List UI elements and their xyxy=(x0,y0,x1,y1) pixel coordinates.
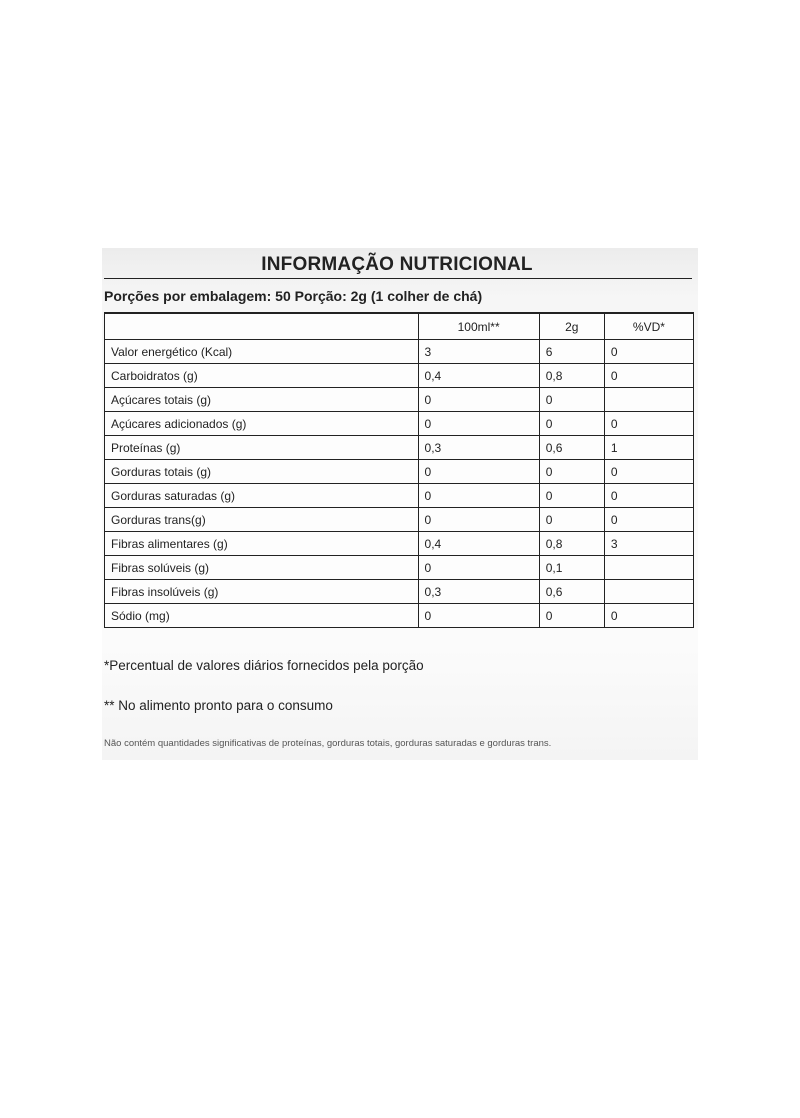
table-row xyxy=(105,556,694,580)
table-row xyxy=(105,532,694,556)
value-portion: 0,6 xyxy=(539,580,604,604)
table-row xyxy=(105,460,694,484)
value-vd: 0 xyxy=(604,484,693,508)
value-100ml: 0 xyxy=(418,508,539,532)
value-vd: 0 xyxy=(604,364,693,388)
value-portion: 0,8 xyxy=(539,532,604,556)
title-divider xyxy=(104,278,692,279)
value-100ml: 0 xyxy=(418,556,539,580)
table-row xyxy=(105,340,694,364)
nutrient-name: Fibras alimentares (g) xyxy=(105,532,419,556)
ready-to-eat-footnote: ** No alimento pronto para o consumo xyxy=(104,698,333,713)
nutrition-table xyxy=(104,312,694,628)
nutrient-name: Açúcares totais (g) xyxy=(105,388,419,412)
value-vd xyxy=(604,556,693,580)
value-vd: 0 xyxy=(604,340,693,364)
table-row xyxy=(105,364,694,388)
value-vd: 0 xyxy=(604,508,693,532)
value-100ml: 0 xyxy=(418,412,539,436)
nutrient-name: Gorduras saturadas (g) xyxy=(105,484,419,508)
nutrient-name: Fibras insolúveis (g) xyxy=(105,580,419,604)
value-100ml: 0,3 xyxy=(418,580,539,604)
table-row xyxy=(105,436,694,460)
nutrition-label xyxy=(102,248,698,760)
disclaimer-text: Não contém quantidades significativas de proteínas, gorduras totais, gorduras saturadas e gorduras trans. xyxy=(104,738,552,749)
table-row xyxy=(105,580,694,604)
value-vd: 1 xyxy=(604,436,693,460)
value-vd: 0 xyxy=(604,412,693,436)
value-100ml: 0 xyxy=(418,604,539,628)
value-portion: 0 xyxy=(539,604,604,628)
value-100ml: 0,4 xyxy=(418,364,539,388)
value-vd: 3 xyxy=(604,532,693,556)
nutrient-name: Proteínas (g) xyxy=(105,436,419,460)
table-row xyxy=(105,484,694,508)
value-vd xyxy=(604,388,693,412)
nutrient-name: Carboidratos (g) xyxy=(105,364,419,388)
value-100ml: 0,3 xyxy=(418,436,539,460)
header-nutrient xyxy=(105,313,419,340)
value-portion: 6 xyxy=(539,340,604,364)
value-portion: 0 xyxy=(539,484,604,508)
value-100ml: 0 xyxy=(418,484,539,508)
value-100ml: 3 xyxy=(418,340,539,364)
nutrient-name: Gorduras trans(g) xyxy=(105,508,419,532)
value-portion: 0 xyxy=(539,460,604,484)
label-title: INFORMAÇÃO NUTRICIONAL xyxy=(261,254,533,275)
table-row xyxy=(105,412,694,436)
value-portion: 0,6 xyxy=(539,436,604,460)
value-portion: 0 xyxy=(539,388,604,412)
value-portion: 0 xyxy=(539,412,604,436)
value-portion: 0 xyxy=(539,508,604,532)
value-vd: 0 xyxy=(604,604,693,628)
value-100ml: 0 xyxy=(418,388,539,412)
header-daily-value: %VD* xyxy=(604,313,693,340)
portions-info: Porções por embalagem: 50 Porção: 2g (1 colher de chá) xyxy=(104,288,483,304)
value-vd xyxy=(604,580,693,604)
value-portion: 0,1 xyxy=(539,556,604,580)
value-100ml: 0,4 xyxy=(418,532,539,556)
table-row xyxy=(105,388,694,412)
value-portion: 0,8 xyxy=(539,364,604,388)
nutrient-name: Fibras solúveis (g) xyxy=(105,556,419,580)
nutrient-name: Sódio (mg) xyxy=(105,604,419,628)
nutrient-name: Gorduras totais (g) xyxy=(105,460,419,484)
header-per-100ml: 100ml** xyxy=(418,313,539,340)
table-row xyxy=(105,508,694,532)
value-100ml: 0 xyxy=(418,460,539,484)
table-row xyxy=(105,604,694,628)
value-vd: 0 xyxy=(604,460,693,484)
vd-footnote: *Percentual de valores diários fornecidos pela porção xyxy=(104,658,424,673)
nutrient-name: Valor energético (Kcal) xyxy=(105,340,419,364)
header-per-portion: 2g xyxy=(539,313,604,340)
table-header-row xyxy=(105,313,694,340)
nutrient-name: Açúcares adicionados (g) xyxy=(105,412,419,436)
